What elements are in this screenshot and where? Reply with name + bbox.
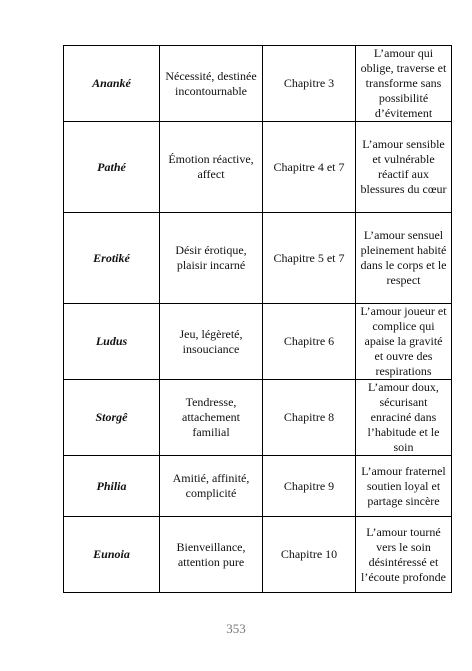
table-row [64,122,452,213]
love-name-cell: Philia [64,456,160,517]
page-number: 353 [226,621,246,636]
meaning-cell: L’amour tourné vers le soin désintéressé et l’écoute profonde [356,517,452,593]
table-row [64,380,452,456]
description-cell: Jeu, légèreté, insouciance [160,304,263,380]
meaning-cell: L’amour fraternel soutien loyal et partage sincère [356,456,452,517]
love-name-cell: Pathé [64,122,160,213]
meaning-cell: L’amour doux, sécurisant enraciné dans l’habitude et le soin [356,380,452,456]
chapter-cell: Chapitre 5 et 7 [263,213,356,304]
description-cell: Nécessité, destinée incontournable [160,46,263,122]
table-row [64,517,452,593]
description-cell: Émotion réactive, affect [160,122,263,213]
chapter-cell: Chapitre 3 [263,46,356,122]
chapter-cell: Chapitre 8 [263,380,356,456]
chapter-cell: Chapitre 10 [263,517,356,593]
description-cell: Tendresse, attachement familial [160,380,263,456]
table-row [64,46,452,122]
description-cell: Désir érotique, plaisir incarné [160,213,263,304]
love-name-cell: Storgê [64,380,160,456]
love-types-table [63,45,452,593]
table-row [64,304,452,380]
meaning-cell: L’amour sensuel pleinement habité dans le corps et le respect [356,213,452,304]
meaning-cell: L’amour qui oblige, traverse et transforme sans possibilité d’évitement [356,46,452,122]
meaning-cell: L’amour sensible et vulnérable réactif aux blessures du cœur [356,122,452,213]
love-name-cell: Eunoia [64,517,160,593]
love-name-cell: Ludus [64,304,160,380]
meaning-cell: L’amour joueur et complice qui apaise la gravité et ouvre des respirations [356,304,452,380]
chapter-cell: Chapitre 6 [263,304,356,380]
description-cell: Bienveillance, attention pure [160,517,263,593]
table-row [64,456,452,517]
description-cell: Amitié, affinité, complicité [160,456,263,517]
love-name-cell: Erotiké [64,213,160,304]
chapter-cell: Chapitre 4 et 7 [263,122,356,213]
love-name-cell: Ananké [64,46,160,122]
table-row [64,213,452,304]
chapter-cell: Chapitre 9 [263,456,356,517]
